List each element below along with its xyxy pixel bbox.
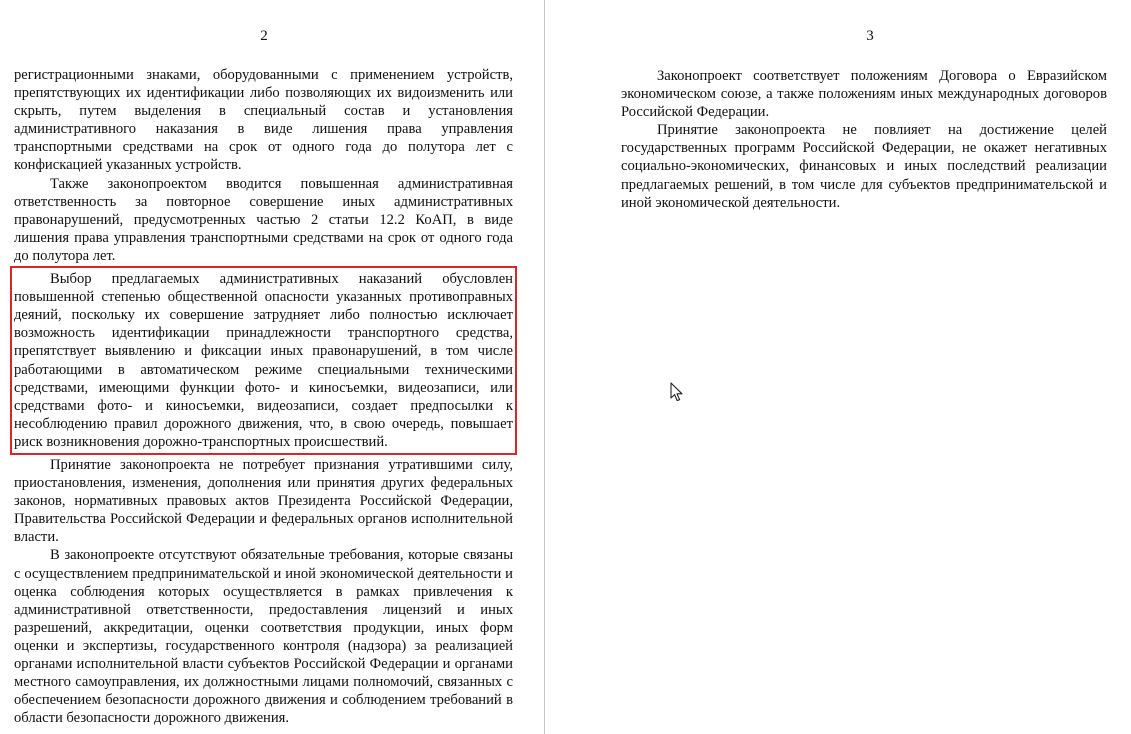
paragraph-eaeu-compliance: Законопроект соответствует положениям Договора о Евразийском экономическом союзе, а также положениям иных международных договоров Российской Федерации. (621, 68, 1107, 121)
paragraph-no-repeal-required: Принятие законопроекта не потребует признания утратившими силу, приостановления, изменения, дополнения или принятия других федеральных законов, нормативных правовых актов Президента Российской Федерации, Правительства Российской Федерации и федеральных органов исполнительной власти. (14, 456, 513, 546)
page-3 (546, 0, 1131, 734)
page-number: 3 (866, 28, 874, 44)
paragraph-repeat-violations: Также законопроектом вводится повышенная административная ответственность за повторное совершение иных административных правонарушений, предусмотренных частью 2 статьи 12.2 КоАП, в виде лишения права управления транспортными средствами на срок от одного года до полутора лет. (14, 175, 513, 264)
page-number: 2 (260, 28, 268, 44)
page-body (621, 67, 1107, 212)
page-divider (544, 0, 545, 734)
page-body (14, 66, 513, 727)
paragraph-mandatory-requirements: В законопроекте отсутствуют обязательные требования, которые связаны с осуществлением предпринимательской и иной экономической деятельности и оценка соблюдения которых осуществляется в рамках привлечения к административной ответственности, предоставления лицензий и иных разрешений, аккредитации, оценки соответствия продукции, иных форм оценки и экспертизы, государственного контроля (надзора) за реализацией органами исполнительной власти субъектов Российской Федерации и органами местного самоуправления, их должностными лицами полномочий, связанных с обеспечением безопасности дорожного движения и соблюдением требований в области безопасности дорожного движения. (14, 547, 513, 727)
highlighted-paragraph-penalty-rationale: Выбор предлагаемых административных наказаний обусловлен повышенной степенью общественной опасности указанных противоправных деяний, поскольку их совершение затрудняет либо полностью исключает возможность идентификации принадлежности транспортного средства, препятствует выявлению и фиксации иных правонарушений, в том числе работающими в автоматическом режиме специальными техническими средствами, имеющими функции фото- и киносъемки, видеозаписи, или средствами фото- и киносъемки, видеозаписи, создает предпосылки к несоблюдению правил дорожного движения, что, в свою очередь, повышает риск возникновения дорожно-транспортных происшествий. (14, 271, 513, 450)
page-2 (0, 0, 544, 734)
mouse-pointer-icon (670, 382, 684, 402)
paragraph-state-programs: Принятие законопроекта не повлияет на достижение целей государственных программ Российской Федерации, не окажет негативных социально-экономических, финансовых и иных последствий реализации предлагаемых решений, в том числе для субъектов предпринимательской и иной экономической деятельности. (621, 122, 1107, 211)
paragraph-registration-plates: регистрационными знаками, оборудованными с применением устройств, препятствующих их идентификации либо позволяющих их видоизменить или скрыть, путем выделения в специальный состав и установления административного наказания в виде лишения права управления транспортными средствами на срок от одного года до полутора лет с конфискацией указанных устройств. (14, 67, 513, 174)
